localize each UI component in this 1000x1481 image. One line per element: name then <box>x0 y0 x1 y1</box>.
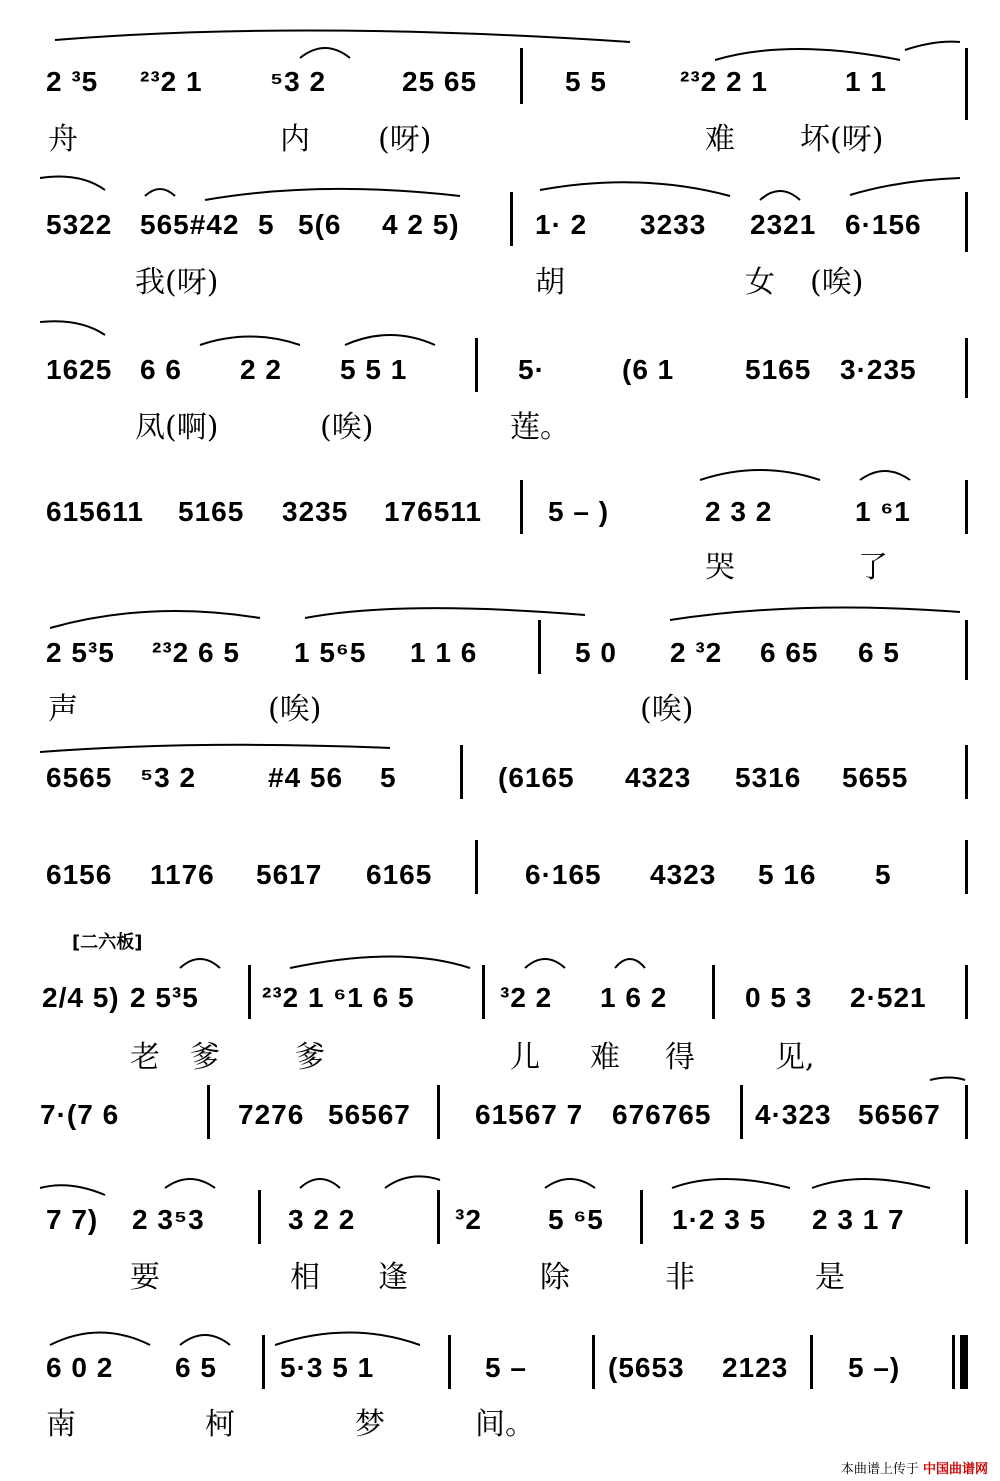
bar-line <box>460 745 463 799</box>
lyrics-row <box>0 263 1000 303</box>
lyrics-row <box>0 408 1000 448</box>
bar-line <box>965 840 968 894</box>
note-group: 2123 <box>722 1352 789 1383</box>
bar-line <box>475 840 478 894</box>
note-group: 5655 <box>842 762 909 793</box>
lyrics-row <box>0 1258 1000 1298</box>
bar-line <box>448 1335 451 1389</box>
lyric: 柯 <box>205 1407 235 1442</box>
note-group: #4 56 <box>268 762 344 793</box>
note-group: 615611 <box>46 496 144 527</box>
lyric: 是 <box>815 1260 845 1295</box>
note-group: 5· <box>518 354 545 385</box>
note-group: 5 <box>875 859 892 890</box>
lyric: 难 <box>590 1040 620 1075</box>
note-group: ²³2 6 5 <box>152 637 240 668</box>
bar-line <box>258 1190 261 1244</box>
note-group: 5322 <box>46 209 113 240</box>
bar-line <box>965 480 968 534</box>
bar-line <box>965 620 968 680</box>
bar-line <box>740 1085 743 1139</box>
notation-row <box>0 1348 1000 1388</box>
notation-row <box>0 758 1000 798</box>
lyric: 老 <box>130 1040 160 1075</box>
bar-line <box>437 1085 440 1139</box>
bar-line <box>437 1190 440 1244</box>
note-group: 1 1 6 <box>410 637 478 668</box>
bar-line <box>520 480 523 534</box>
note-group: 3235 <box>282 496 349 527</box>
note-group: 7276 <box>238 1099 305 1130</box>
lyrics-row <box>0 548 1000 588</box>
bar-line <box>538 620 541 674</box>
lyric: 内 <box>280 122 310 157</box>
note-group: 5 <box>380 762 397 793</box>
note-group: 5·3 5 1 <box>280 1352 375 1383</box>
lyric: 声 <box>48 692 78 727</box>
bar-line <box>965 338 968 398</box>
lyric: 得 <box>665 1040 695 1075</box>
note-group: ⁵3 2 <box>140 762 197 793</box>
note-group: (5653 <box>608 1352 685 1383</box>
note-group: 61567 7 <box>475 1099 584 1130</box>
note-group: 1625 <box>46 354 113 385</box>
note-group: 2 5³5 <box>130 982 199 1013</box>
notation-row <box>0 62 1000 102</box>
lyric: 见, <box>775 1040 815 1075</box>
note-group: ²³2 1 ⁶1 6 5 <box>262 982 415 1013</box>
note-group: (6165 <box>498 762 575 793</box>
note-group: 5165 <box>178 496 245 527</box>
bar-line <box>965 1190 968 1244</box>
notation-row <box>0 633 1000 673</box>
note-group: 6156 <box>46 859 113 890</box>
lyric: (呀) <box>378 122 432 157</box>
notation-row <box>0 350 1000 390</box>
note-group: 4323 <box>625 762 692 793</box>
note-group: 2 2 <box>240 354 282 385</box>
note-group: 1· 2 <box>535 209 588 240</box>
bar-line <box>965 48 968 120</box>
note-group: 5 – ) <box>548 496 610 527</box>
lyrics-row <box>0 120 1000 160</box>
lyric: 要 <box>130 1260 160 1295</box>
note-group: 1 5⁶5 <box>294 637 367 668</box>
note-group: 6 5 <box>175 1352 217 1383</box>
note-group: 565#42 <box>140 209 240 240</box>
note-group: 1 ⁶1 <box>855 496 911 527</box>
lyric: (唉) <box>268 692 322 727</box>
bar-line <box>965 192 968 252</box>
bar-line <box>262 1335 265 1389</box>
note-group: 6·165 <box>525 859 602 890</box>
note-group: 2·521 <box>850 982 927 1013</box>
lyric: 相 <box>290 1260 320 1295</box>
lyric: 我(呀) <box>135 265 219 300</box>
note-group: 5 ⁶5 <box>548 1204 604 1235</box>
note-group: ³2 2 <box>500 982 553 1013</box>
note-group: 5 5 1 <box>340 354 408 385</box>
site-logo[interactable]: 中国曲谱网 <box>922 1462 988 1477</box>
note-group: 2 3 1 7 <box>812 1204 905 1235</box>
note-group: 6565 <box>46 762 113 793</box>
lyric: 女 <box>745 265 775 300</box>
note-group: 6·156 <box>845 209 922 240</box>
lyric: 除 <box>540 1260 570 1295</box>
lyric: 坏(呀) <box>800 122 884 157</box>
notation-row <box>0 492 1000 532</box>
note-group: 56567 <box>328 1099 411 1130</box>
lyric: 间。 <box>475 1407 535 1442</box>
bar-line <box>248 965 251 1019</box>
note-group: ²³2 2 1 <box>680 66 768 97</box>
footer-prefix: 本曲谱上传于 <box>840 1462 919 1477</box>
lyric: (唉) <box>810 265 864 300</box>
bar-line <box>965 745 968 799</box>
note-group: 5 <box>258 209 275 240</box>
note-group: 1 1 <box>845 66 887 97</box>
note-group: (6 1 <box>622 354 675 385</box>
lyric: 莲。 <box>510 410 570 445</box>
lyric: 梦 <box>355 1407 385 1442</box>
bar-line <box>207 1085 210 1139</box>
note-group: 676765 <box>612 1099 712 1130</box>
notation-row <box>0 1200 1000 1240</box>
bar-line <box>810 1335 813 1389</box>
note-group: 6 0 2 <box>46 1352 114 1383</box>
note-group: 4323 <box>650 859 717 890</box>
note-group: 3 2 2 <box>288 1204 356 1235</box>
note-group: 5 16 <box>758 859 817 890</box>
lyrics-row <box>0 1405 1000 1445</box>
note-group: 5 –) <box>848 1352 901 1383</box>
note-group: ³2 <box>455 1204 482 1235</box>
bar-line <box>952 1335 955 1389</box>
note-group: 4 2 5) <box>382 209 460 240</box>
note-group: 1·2 3 5 <box>672 1204 767 1235</box>
bar-line <box>510 192 513 246</box>
bar-line <box>475 338 478 392</box>
lyrics-row <box>0 1038 1000 1078</box>
note-group: 0 5 3 <box>745 982 813 1013</box>
note-group: 176511 <box>384 496 482 527</box>
note-group: 2 ³2 <box>670 637 723 668</box>
lyric: 哭 <box>705 550 735 585</box>
note-group: 3·235 <box>840 354 917 385</box>
lyric: 了 <box>858 550 888 585</box>
note-group: 5(6 <box>298 209 342 240</box>
note-group: 5316 <box>735 762 802 793</box>
note-group: 5 – <box>485 1352 527 1383</box>
notation-row <box>0 855 1000 895</box>
note-group: 2321 <box>750 209 817 240</box>
note-group: 5 0 <box>575 637 617 668</box>
lyric: 难 <box>705 122 735 157</box>
lyric: (唉) <box>320 410 374 445</box>
note-group: 2 5³5 <box>46 637 115 668</box>
note-group: 6165 <box>366 859 433 890</box>
note-group: 5617 <box>256 859 323 890</box>
note-group: 5165 <box>745 354 812 385</box>
note-group: 56567 <box>858 1099 941 1130</box>
bar-line <box>965 965 968 1019</box>
bar-line <box>592 1335 595 1389</box>
note-group: 3233 <box>640 209 707 240</box>
note-group: 7·(7 6 <box>40 1099 120 1130</box>
lyric: 儿 <box>510 1040 540 1075</box>
bar-line <box>965 1085 968 1139</box>
lyric: 逢 <box>378 1260 408 1295</box>
lyric: 非 <box>665 1260 695 1295</box>
note-group: 6 5 <box>858 637 900 668</box>
note-group: 4·323 <box>755 1099 832 1130</box>
bar-line <box>640 1190 643 1244</box>
note-group: 2/4 5) <box>42 982 120 1013</box>
note-group: 6 65 <box>760 637 819 668</box>
note-group: 2 3⁵3 <box>132 1204 205 1235</box>
lyric: (唉) <box>640 692 694 727</box>
note-group: ²³2 1 <box>140 66 203 97</box>
note-group: 1176 <box>150 859 215 890</box>
lyric: 胡 <box>535 265 565 300</box>
note-group: 2 ³5 <box>46 66 99 97</box>
notation-row <box>0 1095 1000 1135</box>
note-group: 6 6 <box>140 354 182 385</box>
lyric: 爹 <box>295 1040 325 1075</box>
footer-credit <box>841 1458 988 1477</box>
final-bar-line <box>960 1335 968 1389</box>
section-banner: [二六板] <box>72 932 143 953</box>
lyric: 凤(啊) <box>135 410 219 445</box>
note-group: 1 6 2 <box>600 982 668 1013</box>
notation-row <box>0 978 1000 1018</box>
bar-line <box>482 965 485 1019</box>
note-group: ⁵3 2 <box>270 66 327 97</box>
lyrics-row <box>0 690 1000 730</box>
note-group: 7 7) <box>46 1204 99 1235</box>
lyric: 爹 <box>190 1040 220 1075</box>
bar-line <box>712 965 715 1019</box>
note-group: 5 5 <box>565 66 607 97</box>
lyric: 舟 <box>48 122 78 157</box>
bar-line <box>520 48 523 104</box>
note-group: 2 3 2 <box>705 496 773 527</box>
note-group: 25 65 <box>402 66 478 97</box>
lyric: 南 <box>46 1407 76 1442</box>
notation-row <box>0 205 1000 245</box>
